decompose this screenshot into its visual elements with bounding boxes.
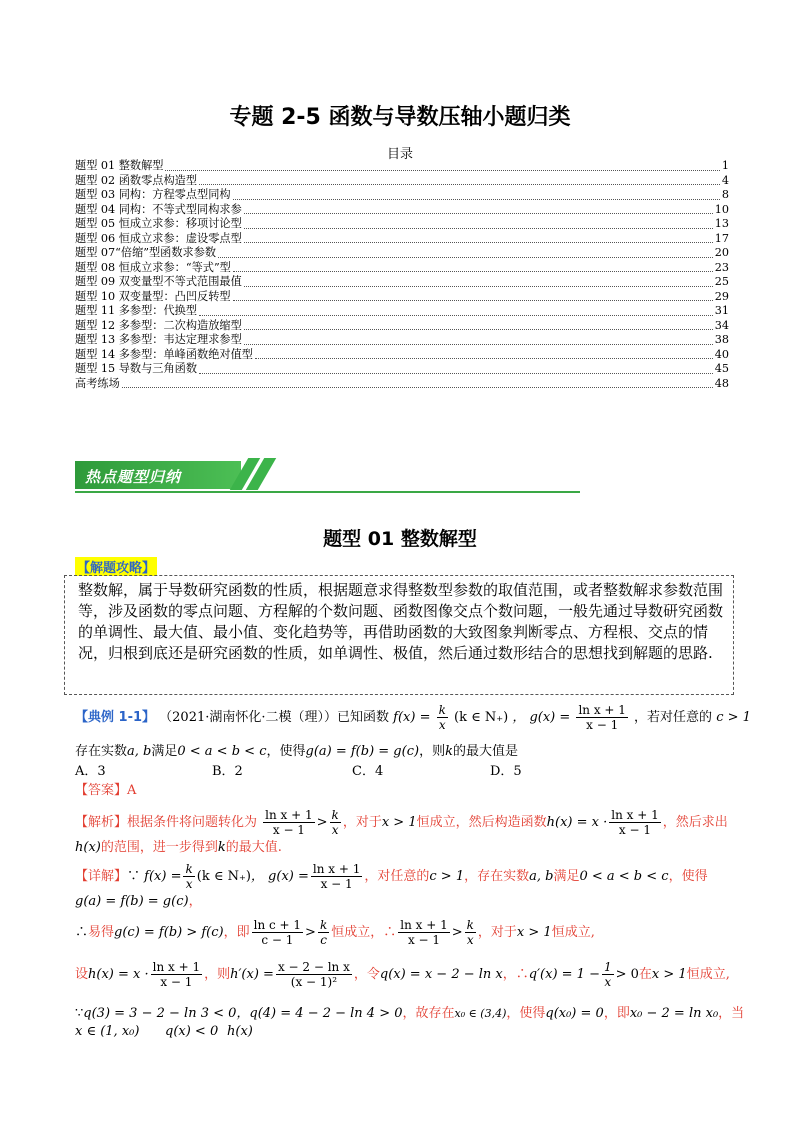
toc-entry-label: 题型 09 双变量型不等式范围最值 [75, 275, 242, 288]
g-def: ， g(x) = [512, 710, 571, 725]
toc-entry-label: 题型 13 多参型：韦达定理求参型 [75, 333, 242, 346]
toc-entry[interactable] [75, 362, 729, 377]
detail-line-3: ∴易得g(c) = f(b) > f(c)，即 $\frac{\text{ln c + 1}}{c - 1}$ > $\frac{k}{c}$ 恒成立，∴ $\frac{\text{ln x + 1}}{x - 1}$ > $\frac{k}{x}$ ，对于x > 1恒成立, [75, 918, 595, 947]
toc-entry[interactable] [75, 232, 729, 247]
toc-entry[interactable] [75, 275, 729, 290]
toc-entry-page: 31 [714, 304, 729, 317]
toc-entry[interactable] [75, 159, 729, 174]
toc-leader-dots [199, 373, 713, 374]
section-title: 题型 01 整数解型 [323, 528, 477, 550]
option-d: D．5 [490, 764, 522, 779]
toc-leader-dots [165, 170, 719, 171]
toc-entry-page: 38 [714, 333, 729, 346]
toc-entry-label: 高考练场 [75, 376, 120, 390]
toc-leader-dots [233, 300, 713, 301]
example-tail: ，若对任意的 [634, 710, 713, 725]
toc-entry[interactable] [75, 203, 729, 218]
example-tag: 【典例 1-1】 [75, 710, 156, 725]
toc-entry-page: 13 [714, 217, 729, 230]
toc-leader-dots [255, 358, 713, 359]
toc-leader-dots [199, 315, 713, 316]
toc-entry[interactable] [75, 246, 729, 261]
hot-topics-banner [75, 458, 580, 494]
toc-entry[interactable] [75, 188, 729, 203]
toc-entry-label: 题型 06 恒成立求参：虚设零点型 [75, 231, 242, 245]
f-def: f(x) = [393, 710, 431, 725]
toc-heading: 目录 [386, 147, 413, 162]
option-b: B．2 [212, 764, 243, 779]
toc-entry-page: 17 [714, 231, 729, 245]
toc-entry[interactable] [75, 333, 729, 348]
toc-entry[interactable] [75, 319, 729, 334]
toc-entry[interactable] [75, 261, 729, 276]
toc-entry[interactable] [75, 290, 729, 305]
toc-leader-dots [244, 213, 713, 214]
table-of-contents [75, 159, 729, 391]
fraction-g: $\frac{\text{ln x + 1}}{x - 1}$ [578, 703, 626, 732]
toc-leader-dots [218, 257, 713, 258]
toc-entry-label: 题型 10 双变量型：凸凹反转型 [75, 289, 231, 303]
analysis-line-2: h(x)的范围，进一步得到k的最大值. [75, 840, 282, 855]
c-condition: c > 1 [716, 710, 751, 725]
analysis-line-1: 【解析】根据条件将问题转化为 $\frac{\text{ln x + 1}}{x - 1}$ > $\frac{k}{x}$ ，对于x > 1恒成立，然后构造函数h(x) = x · $\frac{\text{ln x + 1}}{x - 1}$ ，然后求出 [75, 808, 728, 837]
example-line-2: 存在实数a, b满足0 < a < b < c，使得g(a) = f(b) = g(c)，则k的最大值是 [75, 744, 518, 759]
fraction-k-over-x: $\frac{k}{x}$ [438, 703, 446, 732]
toc-entry-label: 题型 01 整数解型 [75, 159, 164, 172]
toc-entry[interactable] [75, 174, 729, 189]
toc-leader-dots [122, 387, 713, 388]
toc-entry-label: 题型 05 恒成立求参：移项讨论型 [75, 217, 242, 230]
toc-entry-page: 29 [714, 289, 729, 303]
banner-underline [75, 491, 580, 493]
toc-entry-page: 10 [714, 202, 729, 216]
toc-entry[interactable] [75, 348, 729, 363]
toc-entry-page: 4 [721, 173, 729, 187]
toc-entry-label: 题型 14 多参型：单峰函数绝对值型 [75, 347, 253, 361]
option-a: A．3 [75, 764, 106, 779]
toc-entry-label: 题型 02 函数零点构造型 [75, 173, 198, 187]
toc-leader-dots [244, 242, 713, 243]
toc-leader-dots [244, 286, 713, 287]
toc-leader-dots [244, 228, 713, 229]
option-c: C．4 [352, 764, 384, 779]
detail-line-2: g(a) = f(b) = g(c)， [75, 894, 202, 909]
toc-entry-page: 23 [714, 260, 729, 274]
toc-entry-page: 25 [714, 275, 729, 288]
toc-leader-dots [233, 271, 713, 272]
toc-entry-label: 题型 03 同构：方程零点型同构 [75, 188, 231, 201]
detail-line-5: ∵q(3) = 3 − 2 − ln 3 < 0，q(4) = 4 − 2 − ln 4 > 0，故存在x₀ ∈ (3,4)，使得q(x₀) = 0，即x₀ − 2 = ln x₀，当 [75, 1006, 745, 1021]
toc-entry-page: 34 [714, 318, 729, 332]
toc-entry-label: 题型 15 导数与三角函数 [75, 362, 198, 375]
answer: 【答案】A [75, 783, 137, 798]
toc-entry-page: 20 [714, 246, 729, 259]
toc-entry-label: 题型 08 恒成立求参：“等式”型 [75, 260, 231, 274]
k-domain: (k ∈ N₊) [454, 710, 509, 725]
strategy-tag: 【解题攻略】 [75, 557, 157, 576]
toc-entry-page: 1 [721, 159, 729, 172]
toc-entry-page: 40 [714, 347, 729, 361]
toc-entry-label: 题型 12 多参型：二次构造放缩型 [75, 318, 242, 332]
toc-entry[interactable] [75, 304, 729, 319]
toc-entry-label: 题型 07“倍缩”型函数求参数 [75, 246, 217, 259]
toc-entry-page: 45 [714, 362, 729, 375]
toc-leader-dots [233, 199, 720, 200]
toc-entry-label: 题型 11 多参型：代换型 [75, 304, 198, 317]
toc-entry-page: 48 [714, 376, 729, 390]
toc-entry[interactable] [75, 377, 729, 392]
banner-text: 热点题型归纳 [85, 468, 182, 486]
strategy-text: 整数解，属于导数研究函数的性质，根据题意求得整数型参数的取值范围，或者整数解求参数范围等，涉及函数的零点问题、方程解的个数问题、函数图像交点个数问题，一般先通过导数研究函数的单调性、最大值、最小值、变化趋势等，再借助函数的大致图象判断零点、方程根、交点的情况，归根到底还是研究函数的性质，如单调性、极值，然后通过数形结合的思想找到解题的思路. [78, 581, 724, 662]
toc-entry-page: 8 [721, 188, 729, 201]
toc-entry-label: 题型 04 同构：不等式型同构求参 [75, 202, 242, 216]
toc-leader-dots [244, 329, 713, 330]
example-line-1 [75, 703, 751, 732]
document-title: 专题 2-5 函数与导数压轴小题归类 [229, 105, 571, 130]
toc-leader-dots [199, 184, 720, 185]
toc-entry[interactable] [75, 217, 729, 232]
toc-leader-dots [244, 344, 713, 345]
example-source: （2021·湖南怀化·二模（理））已知函数 [159, 710, 390, 725]
detail-line-1: 【详解】∵ f(x) = $\frac{k}{x}$ (k ∈ N₊)， g(x) = $\frac{\text{ln x + 1}}{x - 1}$ ，对任意的c > 1，存在实数a, b满足0 < a < b < c，使得 [75, 862, 708, 891]
detail-line-4: 设h(x) = x · $\frac{\text{ln x + 1}}{x - 1}$ ，则h′(x) = $\frac{\text{x − 2 − ln x}}{\text{(x − 1)²}}$ ，令q(x) = x − 2 − ln x，∴q′(x) = 1 − $\frac{1}{x}$ > 0在x > 1恒成立, [75, 960, 730, 989]
